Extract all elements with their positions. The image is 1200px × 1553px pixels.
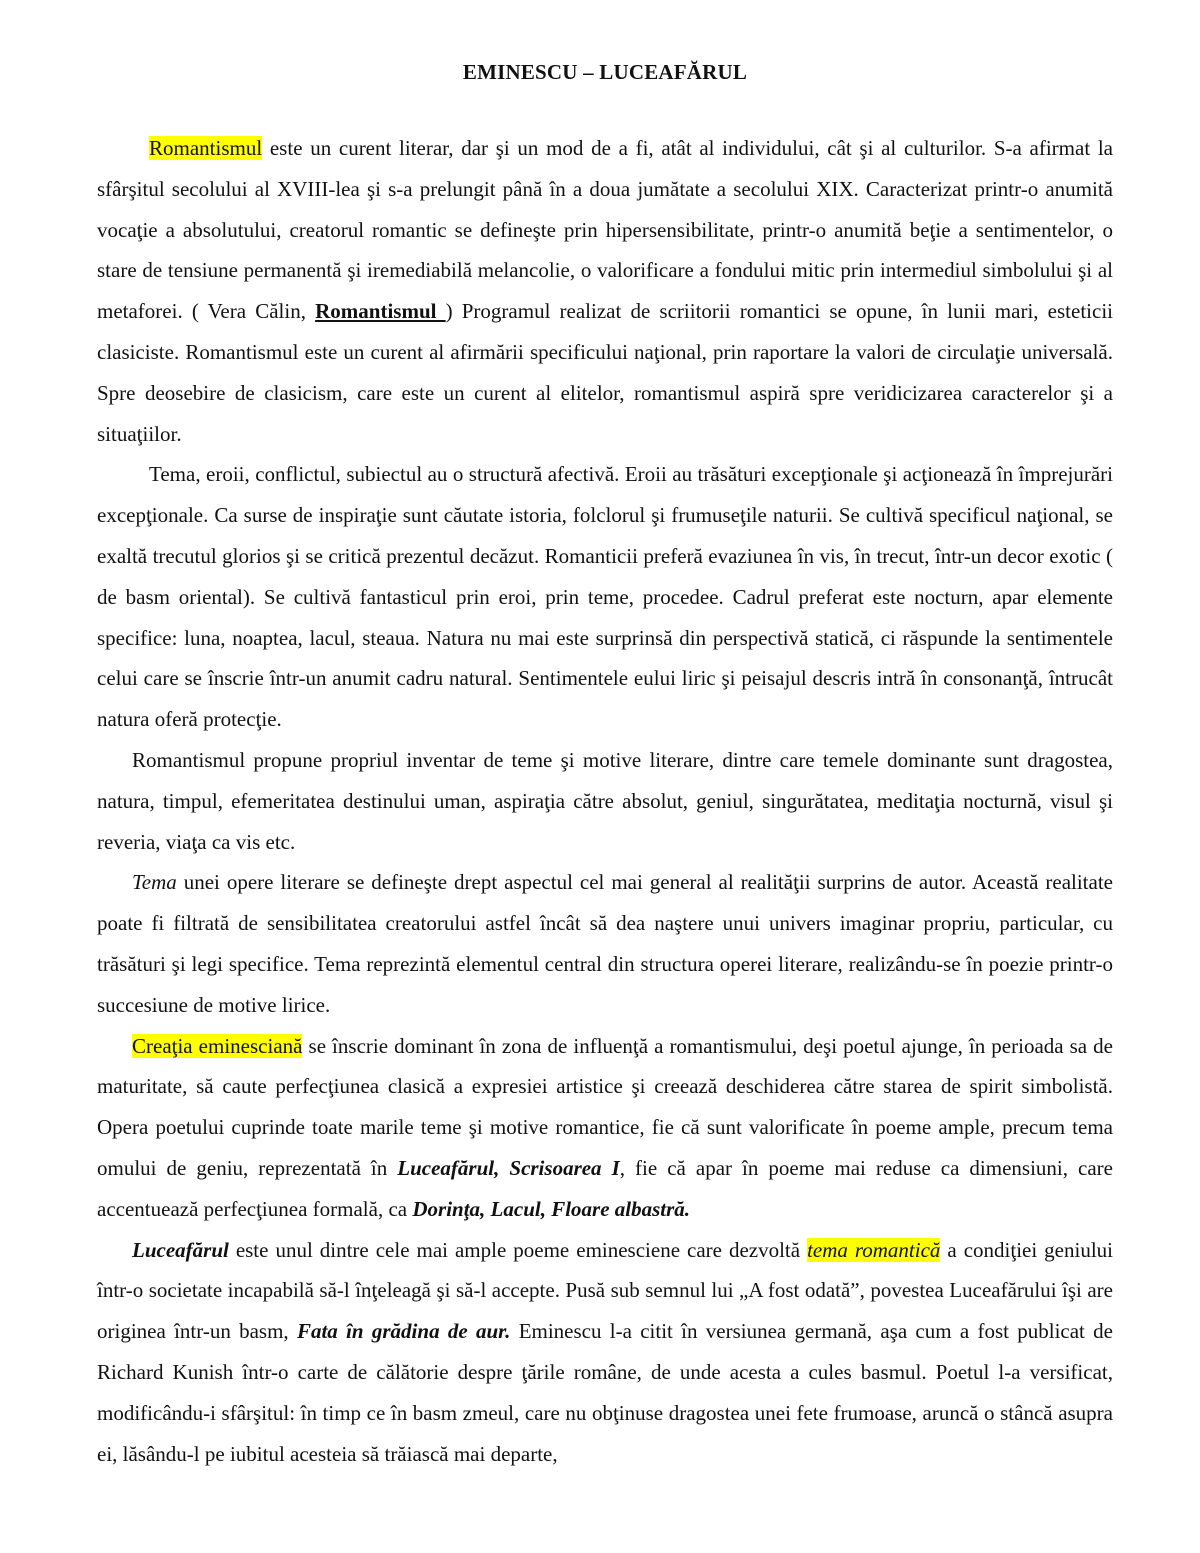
document-title: EMINESCU – LUCEAFĂRUL [462, 60, 748, 84]
paragraph-text: , fie că apar în poeme mai reduse ca dimensiuni, care accentuează perfecţiunea formală, ca [97, 1155, 1113, 1221]
work-titles-1: Luceafărul, Scrisoarea I [397, 1155, 620, 1180]
paragraph-text: Eminescu l-a citit în versiunea germană, aşa cum a fost publicat de Richard Kunish într-o carte de călătorie despre ţările române, de unde acesta a cules basmul. Poetul l-a versificat, modificându-i sfârşitul: în timp ce în basm zmeul, care nu obţinuse dragostea unei fete frumoase, aruncă o stâncă asupra ei, lăsându-l pe iubitul acesteia să trăiască mai departe, [97, 1319, 1113, 1466]
paragraph-text: ) Programul realizat de scriitorii romantici se opune, în lunii mari, esteticii clasiciste. Romantismul este un curent al afirmării specificului naţional, prin raportare la valori de circulaţie universală. Spre deosebire de clasicism, care este un curent al elitelor, romantismul aspiră spre veridicizarea caracterelor şi a situaţiilor. [97, 299, 1113, 446]
document-page [97, 52, 1113, 1474]
paragraph-creatia-eminesciana [97, 1026, 1113, 1230]
work-titles-2: Dorinţa, Lacul, Floare albastră. [412, 1196, 691, 1221]
work-title-fata: Fata în grădina de aur. [296, 1319, 511, 1344]
paragraph-tema-definition [97, 862, 1113, 1025]
term-tema: Tema [132, 870, 177, 895]
paragraph-luceafarul [97, 1230, 1113, 1475]
paragraph-text: a condiţiei geniului într-o societate incapabilă să-l înţeleagă şi să-l accepte. Pusă sub semnul lui „A fost odată”, povestea Luceafărului îşi are originea într-un basm, [97, 1237, 1113, 1344]
paragraph-text: se înscrie dominant în zona de influenţă a romantismului, deşi poetul ajunge, în perioada sa de maturitate, să caute perfecţiunea clasică a expresiei artistice şi creează deschiderea către starea de spirit simbolistă. Opera poetului cuprinde toate marile teme şi motive romantice, fie că sunt valorificate în poeme ample, precum tema omului de geniu, reprezentată în [97, 1033, 1113, 1180]
highlight-creatia-eminesciana: Creaţia eminesciană [132, 1033, 303, 1058]
book-title-romantismul: Romantismul [315, 299, 446, 324]
paragraph-text: este un curent literar, dar şi un mod de a fi, atât al individului, cât şi al culturilor. S-a afirmat la sfârşitul secolului al XVIII-lea şi s-a prelungit până în a doua jumătate a secolului XIX. Caracterizat printr-o anumită vocaţie a absolutului, creatorul romantic se defineşte prin hipersensibilitate, printr-o anumită beţie a sentimentelor, o stare de tensiune permanentă şi iremediabilă melancolie, o valorificare a fondului mitic prin intermediul simbolului şi al metaforei. ( Vera Călin, [97, 136, 1113, 324]
work-title-luceafarul: Luceafărul [132, 1237, 229, 1262]
paragraph-text: este unul dintre cele mai ample poeme eminesciene care dezvoltă [228, 1237, 808, 1262]
paragraph-text: unei opere literare se defineşte drept aspectul cel mai general al realităţii surprins de autor. Această realitate poate fi filtrată de sensibilitatea creatorului astfel încât să dea naştere unui univers imaginar propriu, particular, cu trăsături şi legi specifice. Tema reprezintă elementul central din structura operei literare, realizându-se în poezie printr-o succesiune de motive lirice. [97, 870, 1113, 1017]
paragraph-themes-heroes: Tema, eroii, conflictul, subiectul au o structură afectivă. Eroii au trăsături excepţionale şi acţionează în împrejurări excepţionale. Ca surse de inspiraţie sunt căutate istoria, folclorul şi frumuseţile naturii. Se cultivă specificul naţional, se exaltă trecutul glorios şi se critică prezentul decăzut. Romanticii preferă evaziunea în vis, în trecut, într-un decor exotic ( de basm oriental). Se cultivă fantasticul prin eroi, prin teme, procedee. Cadrul preferat este nocturn, apar elemente specifice: luna, noaptea, lacul, steaua. Natura nu mai este surprinsă din perspectivă statică, ci răspunde la sentimentele celui care se înscrie într-un anumit cadru natural. Sentimentele eului liric şi peisajul descris intră în consonanţă, întrucât natura oferă protecţie. [97, 462, 1113, 732]
highlight-tema-romantica: tema romantică [807, 1237, 941, 1262]
paragraph-romantism-definition [97, 128, 1113, 454]
paragraph-motifs: Romantismul propune propriul inventar de teme şi motive literare, dintre care temele dominante sunt dragostea, natura, timpul, efemeritatea destinului uman, aspiraţia către absolut, geniul, singurătatea, meditaţia nocturnă, visul şi reveria, viaţa ca vis etc. [97, 747, 1113, 854]
highlight-romantismul: Romantismul [149, 136, 263, 160]
